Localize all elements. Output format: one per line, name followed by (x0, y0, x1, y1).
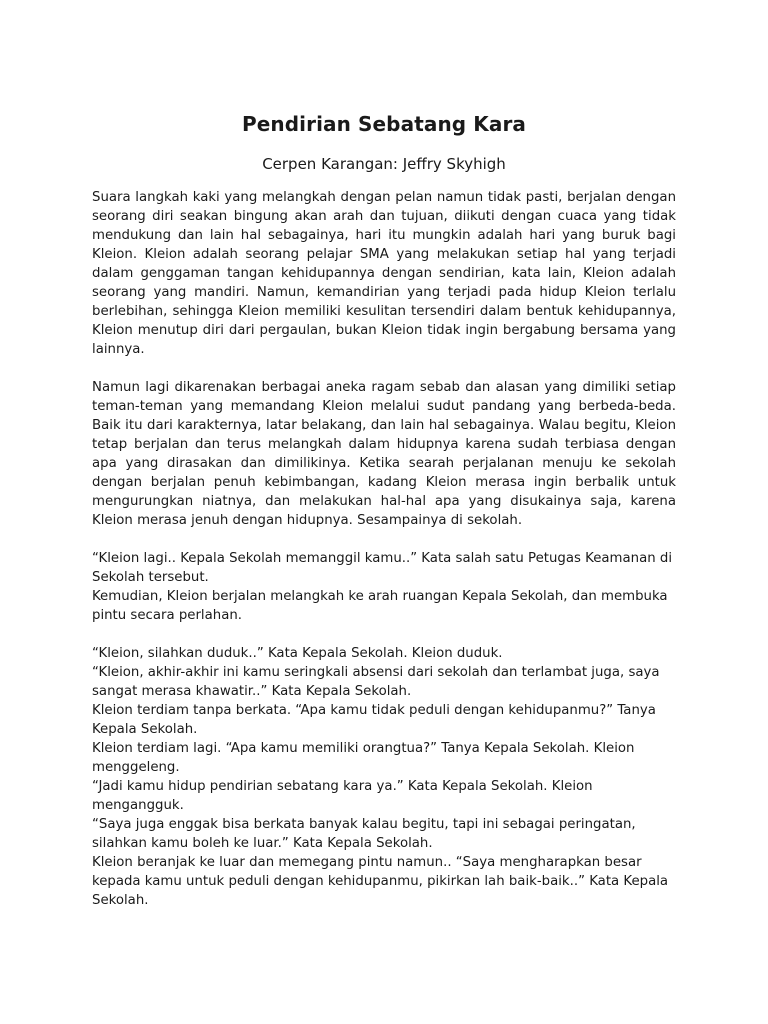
dialogue-line: Kleion terdiam tanpa berkata. “Apa kamu tidak peduli dengan kehidupanmu?” Tanya Kepala Sekolah. (92, 703, 656, 737)
paragraph-gap (92, 530, 676, 549)
document-page (92, 110, 676, 910)
paragraph-2: Namun lagi dikarenakan berbagai aneka ragam sebab dan alasan yang dimiliki setiap teman-teman yang memandang Kleion melalui sudut pandang yang berbeda-beda. Baik itu dari karakternya, latar belakang, dan lain hal sebagainya. Walau begitu, Kleion tetap berjalan dan terus melangkah dalam hidupnya karena sudah terbiasa dengan apa yang dirasakan dan dimilikinya. Ketika searah perjalanan menuju ke sekolah dengan berjalan penuh kebimbangan, kadang Kleion merasa ingin berbalik untuk mengurungkan niatnya, dan melakukan hal-hal apa yang disukainya saja, karena Kleion merasa jenuh dengan hidupnya. Sesampainya di sekolah. (92, 380, 676, 528)
document-subtitle: Cerpen Karangan: Jeffry Skyhigh (262, 155, 506, 173)
dialogue-line: “Jadi kamu hidup pendirian sebatang kara ya.” Kata Kepala Sekolah. Kleion mengangguk. (92, 779, 593, 813)
dialogue-line: Kemudian, Kleion berjalan melangkah ke arah ruangan Kepala Sekolah, dan membuka pintu secara perlahan. (92, 589, 668, 623)
dialogue-line: “Kleion lagi.. Kepala Sekolah memanggil kamu..” Kata salah satu Petugas Keamanan di Sekolah tersebut. (92, 551, 673, 585)
dialogue-line: Kleion beranjak ke luar dan memegang pintu namun.. “Saya mengharapkan besar kepada kamu untuk peduli dengan kehidupanmu, pikirkan lah baik-baik..” Kata Kepala Sekolah. (92, 855, 669, 908)
dialogue-line: “Kleion, akhir-akhir ini kamu seringkali absensi dari sekolah dan terlambat juga, saya sangat merasa khawatir..” Kata Kepala Sekolah. (92, 665, 660, 699)
paragraph-gap (92, 625, 676, 644)
dialogue-line: Kleion terdiam lagi. “Apa kamu memiliki orangtua?” Tanya Kepala Sekolah. Kleion menggeleng. (92, 741, 635, 775)
document-title: Pendirian Sebatang Kara (241, 112, 527, 136)
dialogue-line: “Saya juga enggak bisa berkata banyak kalau begitu, tapi ini sebagai peringatan, silahkan kamu boleh ke luar.” Kata Kepala Sekolah. (92, 817, 636, 851)
paragraph-1: Suara langkah kaki yang melangkah dengan pelan namun tidak pasti, berjalan dengan seorang diri seakan bingung akan arah dan tujuan, diikuti dengan cuaca yang tidak mendukung dan lain hal sebagainya, hari itu mungkin adalah hari yang buruk bagi Kleion. Kleion adalah seorang pelajar SMA yang melakukan setiap hal yang terjadi dalam genggaman tangan kehidupannya dengan sendirian, kata lain, Kleion adalah seorang yang mandiri. Namun, kemandirian yang terjadi pada hidup Kleion terlalu berlebihan, sehingga Kleion memiliki kesulitan tersendiri dalam bentuk kehidupannya, Kleion menutup diri dari pergaulan, bukan Kleion tidak ingin bergabung bersama yang lainnya. (92, 190, 676, 357)
paragraph-gap (92, 359, 676, 378)
dialogue-line: “Kleion, silahkan duduk..” Kata Kepala Sekolah. Kleion duduk. (92, 646, 503, 661)
